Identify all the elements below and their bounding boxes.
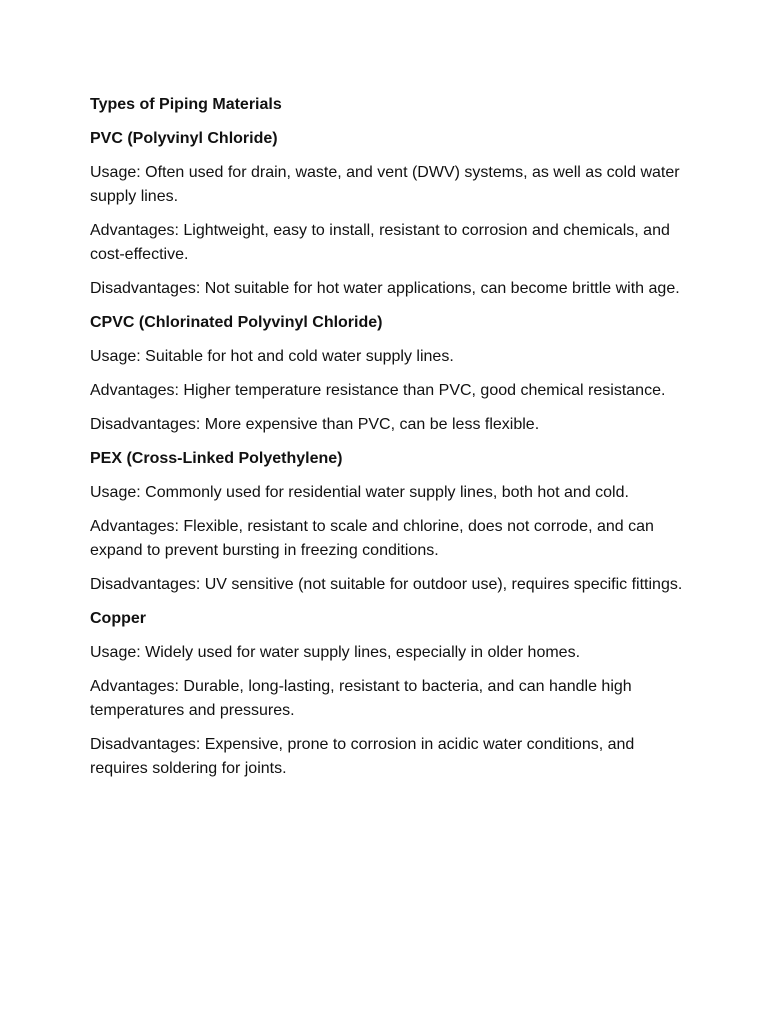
section-heading: PVC (Polyvinyl Chloride) bbox=[90, 130, 278, 147]
advantages-text: Advantages: Flexible, resistant to scale and chlorine, does not corrode, and can expand to prevent bursting in freezing conditions. bbox=[90, 518, 654, 559]
disadvantages-text: Disadvantages: More expensive than PVC, can be less flexible. bbox=[90, 416, 540, 433]
disadvantages-text: Disadvantages: UV sensitive (not suitable for outdoor use), requires specific fittings. bbox=[90, 576, 683, 593]
advantages-text: Advantages: Durable, long-lasting, resistant to bacteria, and can handle high temperatures and pressures. bbox=[90, 678, 632, 719]
usage-text: Usage: Commonly used for residential water supply lines, both hot and cold. bbox=[90, 484, 629, 501]
section-copper bbox=[90, 607, 690, 781]
section-heading: Copper bbox=[90, 610, 146, 627]
section-heading: PEX (Cross-Linked Polyethylene) bbox=[90, 450, 343, 467]
section-cpvc bbox=[90, 311, 690, 437]
usage-text: Usage: Often used for drain, waste, and vent (DWV) systems, as well as cold water supply lines. bbox=[90, 164, 680, 205]
advantages-text: Advantages: Higher temperature resistance than PVC, good chemical resistance. bbox=[90, 382, 666, 399]
usage-text: Usage: Suitable for hot and cold water supply lines. bbox=[90, 348, 454, 365]
section-pvc bbox=[90, 127, 690, 301]
disadvantages-text: Disadvantages: Not suitable for hot water applications, can become brittle with age. bbox=[90, 280, 680, 297]
document-title: Types of Piping Materials bbox=[90, 96, 282, 113]
advantages-text: Advantages: Lightweight, easy to install, resistant to corrosion and chemicals, and cost-effective. bbox=[90, 222, 670, 263]
usage-text: Usage: Widely used for water supply lines, especially in older homes. bbox=[90, 644, 581, 661]
disadvantages-text: Disadvantages: Expensive, prone to corrosion in acidic water conditions, and requires soldering for joints. bbox=[90, 736, 635, 777]
section-pex bbox=[90, 447, 690, 597]
document-page bbox=[90, 93, 690, 791]
section-heading: CPVC (Chlorinated Polyvinyl Chloride) bbox=[90, 314, 383, 331]
